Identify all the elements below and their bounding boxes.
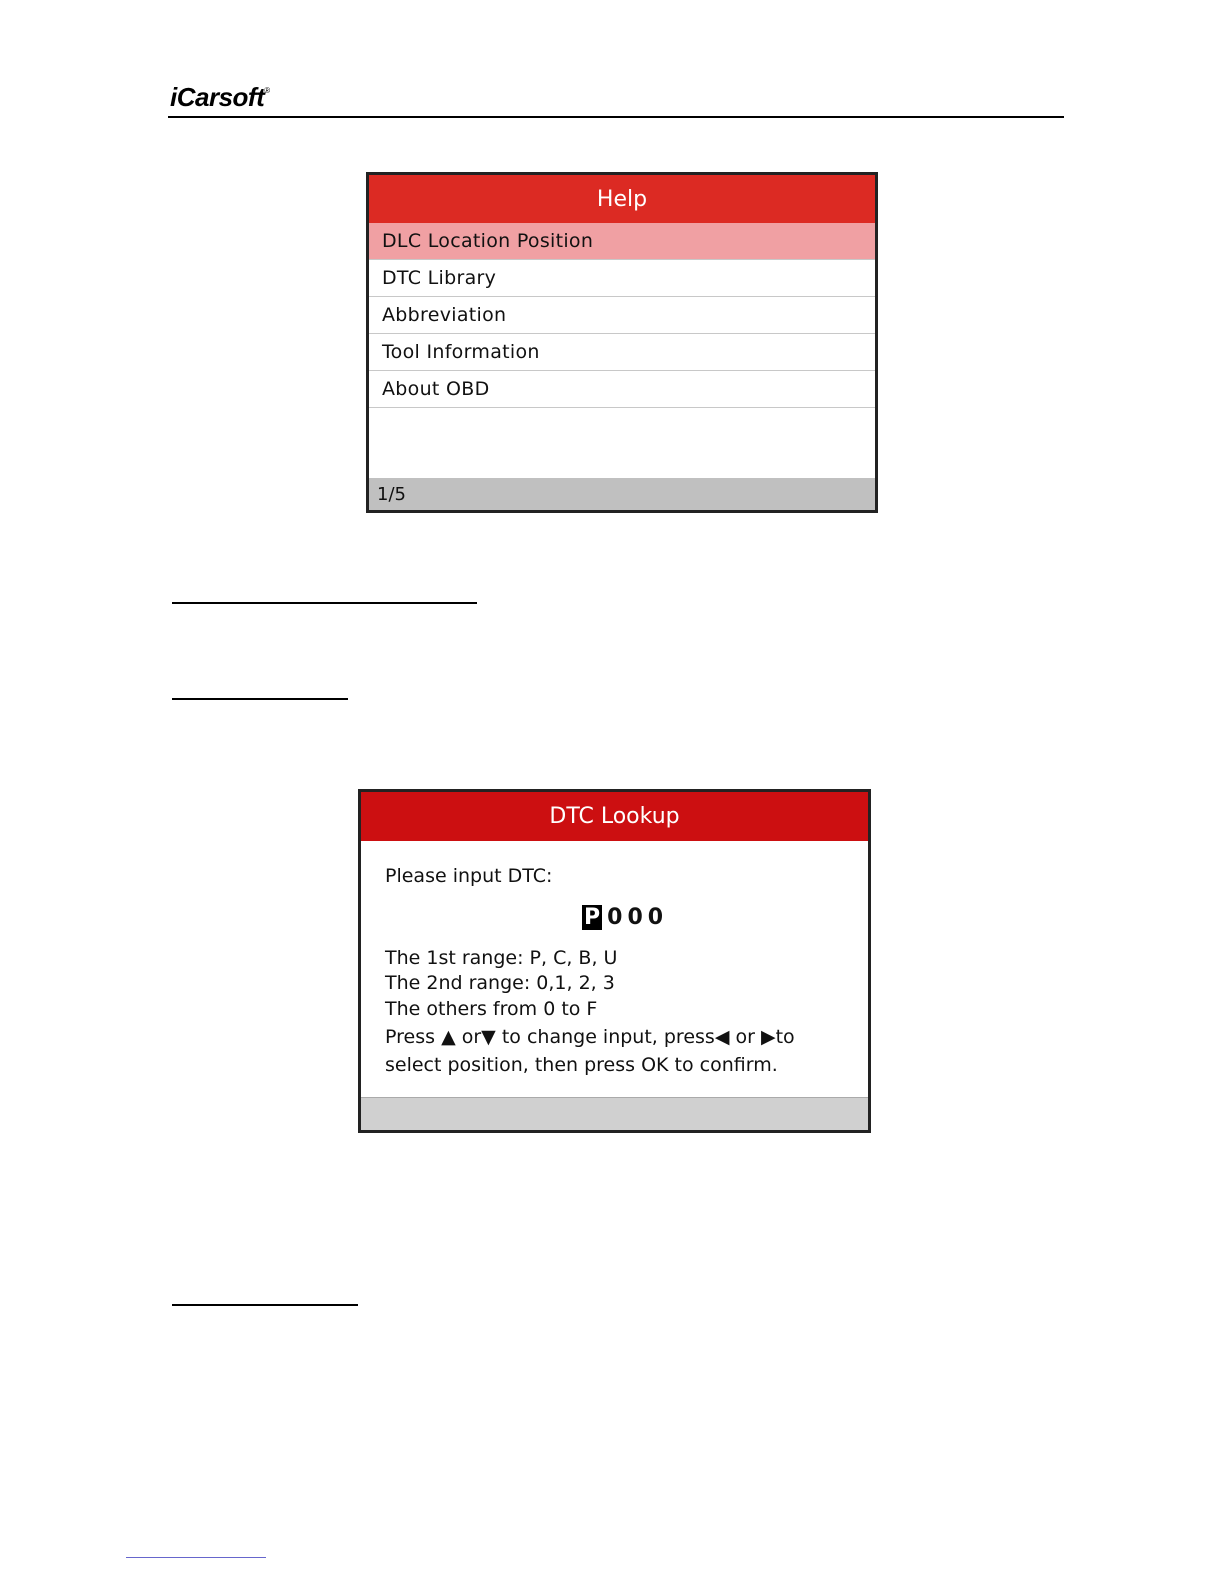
dtc-char[interactable]: 0: [647, 905, 664, 930]
section-underline: [172, 698, 348, 700]
range-3-text: The others from 0 to F: [385, 998, 598, 1020]
dtc-lookup-screen: [358, 789, 871, 1133]
dtc-title: DTC Lookup: [361, 792, 868, 841]
dtc-char[interactable]: 0: [627, 905, 643, 930]
instruction-line-2: select position, then press OK to confirm.: [385, 1054, 778, 1076]
instruction-line-1: Press ▲ or▼ to change input, press◀ or ▶to: [385, 1026, 795, 1048]
dtc-char[interactable]: 0: [607, 905, 623, 930]
header-divider: [168, 116, 1064, 118]
dtc-prompt: Please input DTC:: [385, 865, 553, 887]
menu-item-about-obd[interactable]: About OBD: [369, 371, 875, 408]
menu-item-abbreviation[interactable]: Abbreviation: [369, 297, 875, 334]
menu-item-tool-information[interactable]: Tool Information: [369, 334, 875, 371]
page-indicator: 1/5: [369, 478, 875, 510]
menu-item-dlc-location[interactable]: DLC Location Position: [369, 223, 875, 260]
right-arrow-icon: ▶: [760, 1026, 776, 1048]
footnote-divider: [126, 1557, 266, 1558]
range-1-text: The 1st range: P, C, B, U: [385, 947, 618, 969]
dtc-char-selected[interactable]: P: [584, 905, 601, 930]
up-arrow-icon: ▲: [441, 1026, 456, 1048]
down-arrow-icon: ▼: [481, 1026, 496, 1048]
help-title: Help: [369, 175, 875, 223]
dtc-status-bar: [361, 1097, 868, 1130]
menu-item-dtc-library[interactable]: DTC Library: [369, 260, 875, 297]
section-underline: [172, 1304, 358, 1306]
range-2-text: The 2nd range: 0,1, 2, 3: [385, 972, 615, 994]
section-underline: [172, 602, 477, 604]
brand-logo: iCarsoft®: [170, 82, 270, 112]
dtc-code-input[interactable]: [582, 905, 663, 930]
help-screen: [366, 172, 878, 513]
left-arrow-icon: ◀: [714, 1026, 730, 1048]
